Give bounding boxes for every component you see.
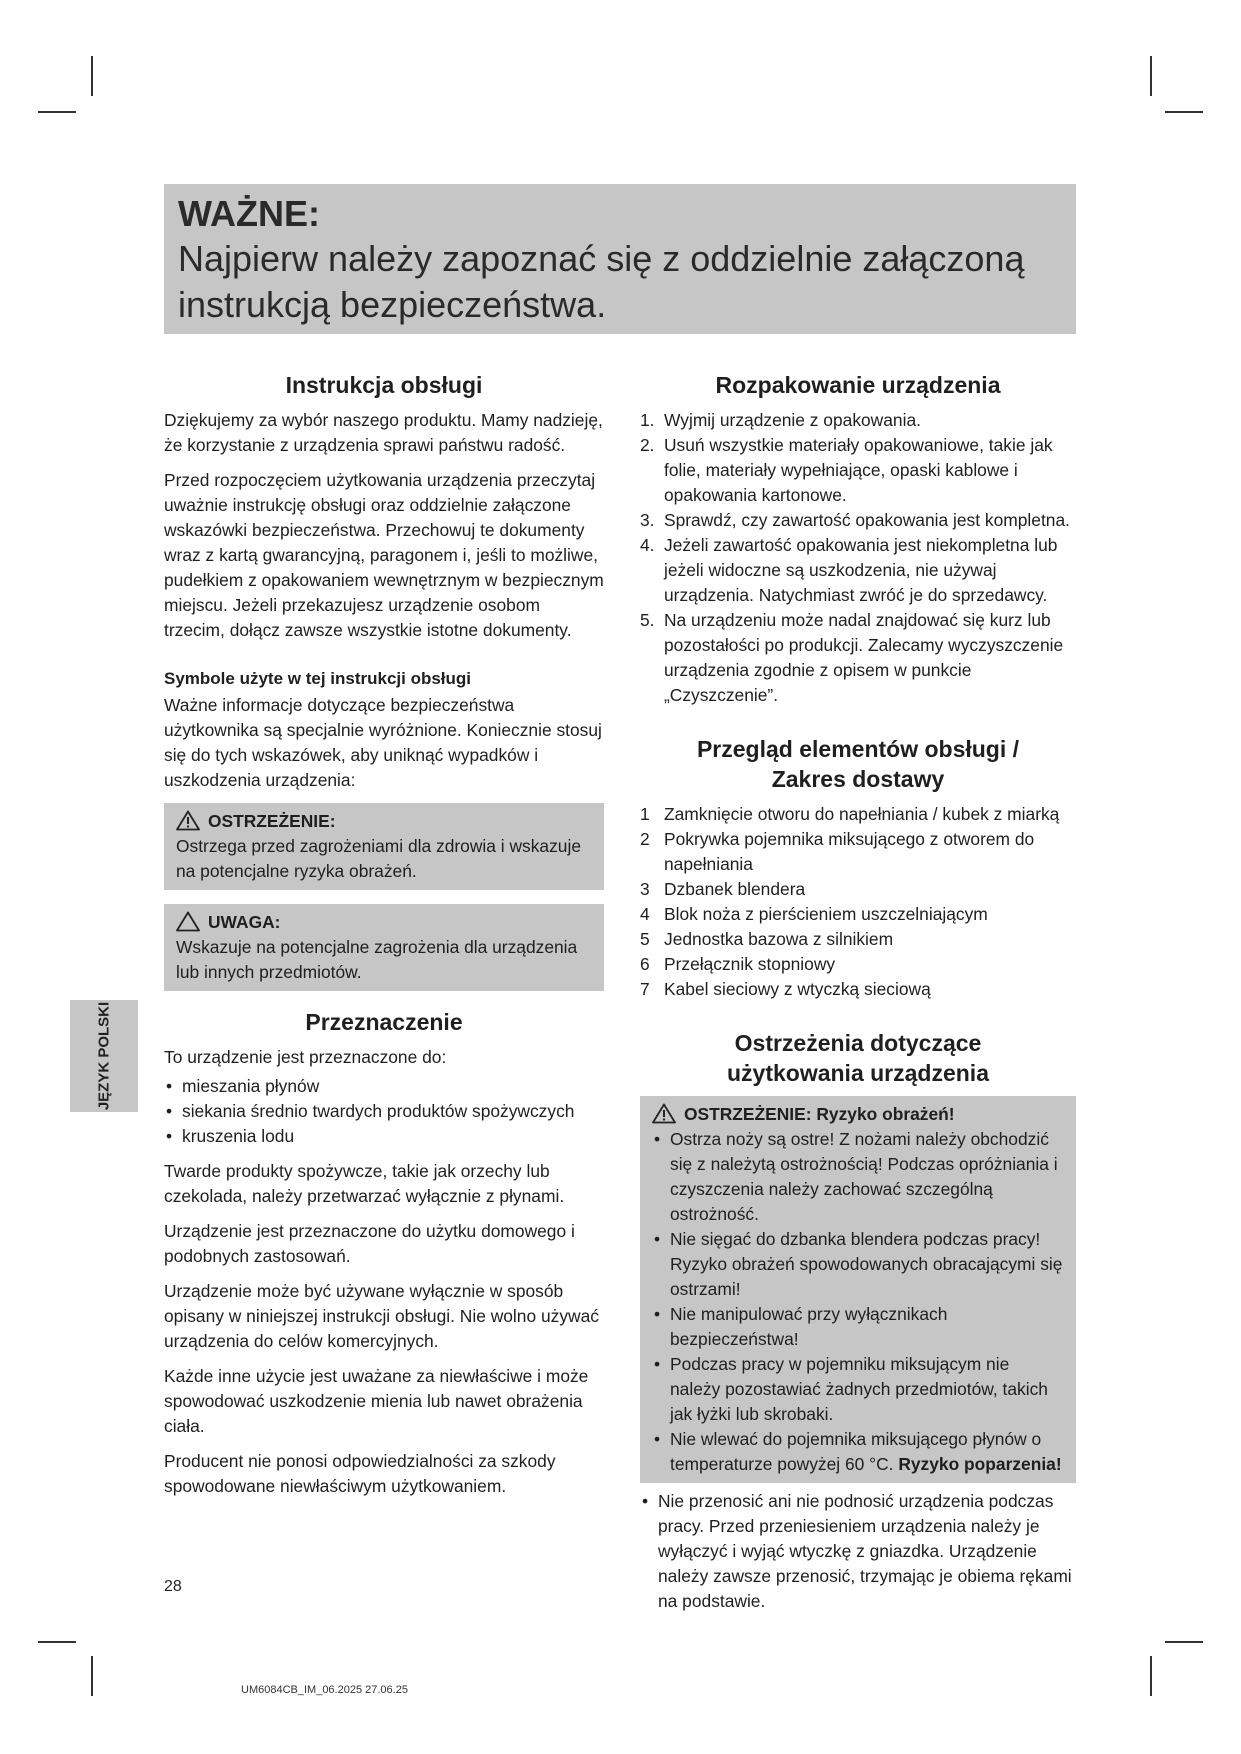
list-item: 1. Wyjmij urządzenie z opakowania. [640,410,921,430]
purpose-intro: To urządzenie jest przeznaczone do: [164,1047,447,1067]
list-item: 3 Dzbanek blendera [640,879,806,899]
symbols-text: Ważne informacje dotyczące bezpieczeństwa użytkownika są specjalnie wyróżnione. Koniecznie stosuj się do tych wskazówek, aby uniknąć wypadków i uszkodzenia urządzenia: [164,695,602,790]
unpacking-steps [640,408,1076,708]
list-item: • Nie przenosić ani nie podnosić urządzenia podczas pracy. Przed przeniesieniem urządzenia należy je wyłączyć i wyjąć wtyczkę z gniazdka. Urządzenie należy zawsze przenosić, trzymając je obiema rękami na podstawie. [642,1491,1072,1611]
crop-mark [91,1656,93,1696]
purpose-paragraph: Twarde produkty spożywcze, takie jak orzechy lub czekolada, należy przetwarzać wyłącznie z płynami. [164,1161,565,1206]
right-column [640,370,1076,1624]
banner-title: WAŻNE: [178,193,320,234]
caution-title: UWAGA: [208,912,281,932]
list-item: 7 Kabel sieciowy z wtyczką sieciową [640,979,931,999]
list-item: • Nie sięgać do dzbanka blendera podczas pracy! Ryzyko obrażeń spowodowanych obracającymi się ostrzami! [654,1229,1063,1299]
crop-mark [1165,1641,1203,1643]
crop-mark [1150,56,1152,96]
banner-text: Najpierw należy zapoznać się z oddzielnie załączoną instrukcją bezpieczeństwa. [178,238,1025,325]
symbols-heading: Symbole użyte w tej instrukcji obsługi [164,669,472,688]
manual-paragraph: Przed rozpoczęciem użytkowania urządzenia przeczytaj uważnie instrukcję obsługi oraz oddzielnie załączone wskazówki bezpieczeństwa. Przechowuj te dokumenty wraz z kartą gwarancyjną, paragonem i, jeśli to możliwe, pudełkiem z opakowaniem wewnętrznym w bezpiecznym miejscu. Jeżeli przekazujesz urządzenie osobom trzecim, dołącz zawsze wszystkie istotne dokumenty. [164,470,604,640]
language-tab [70,1000,138,1112]
caution-box [164,904,604,991]
list-item: 5 Jednostka bazowa z silnikiem [640,929,894,949]
injury-warning-title: OSTRZEŻENIE: Ryzyko obrażeń! [684,1104,955,1124]
warning-triangle-icon [652,1103,676,1124]
caution-triangle-icon [176,911,200,932]
manual-heading: Instrukcja obsługi [285,372,483,398]
list-item: 1 Zamknięcie otworu do napełniania / kubek z miarką [640,804,1060,824]
list-item: 2 Pokrywka pojemnika miksującego z otworem do napełniania [640,829,1035,874]
purpose-heading: Przeznaczenie [305,1009,463,1035]
burn-risk-label: Ryzyko poparzenia! [898,1454,1062,1474]
crop-mark [38,111,76,113]
list-item: 4. Jeżeli zawartość opakowania jest niekompletna lub jeżeli widoczne są uszkodzenia, nie używaj urządzenia. Natychmiast zwróć je do sprzedawcy. [640,535,1058,605]
purpose-list [164,1074,604,1149]
language-tab-label: JĘZYK POLSKI [95,1001,113,1111]
warning-text: Ostrzega przed zagrożeniami dla zdrowia i wskazuje na potencjalne ryzyka obrażeń. [176,836,581,881]
list-item: 5. Na urządzeniu może nadal znajdować się kurz lub pozostałości po produkcji. Zalecamy wyczyszczenie urządzenia zgodnie z opisem w punkcie „Czyszczenie”. [640,610,1064,705]
important-banner [164,184,1076,334]
overview-list [640,802,1076,1002]
left-column-bottom [164,1007,604,1509]
list-item: • siekania średnio twardych produktów spożywczych [166,1101,575,1121]
purpose-paragraph: Producent nie ponosi odpowiedzialności za szkody spowodowane niewłaściwym użytkowaniem. [164,1451,556,1496]
warning-box [164,803,604,890]
warnings-heading: Ostrzeżenia dotyczące użytkowania urządzenia [726,1030,989,1086]
list-item: 6 Przełącznik stopniowy [640,954,836,974]
crop-mark [1165,111,1203,113]
list-item: • Nie manipulować przy wyłącznikach bezpieczeństwa! [654,1304,948,1349]
footer-code: UM6084CB_IM_06.2025 27.06.25 [241,1684,408,1696]
warning-title: OSTRZEŻENIE: [208,811,336,831]
crop-mark [1150,1656,1152,1696]
list-item: • Nie wlewać do pojemnika miksującego płynów o temperaturze powyżej 60 °C. Ryzyko poparzenia! [654,1429,1062,1474]
warnings-list [640,1489,1076,1614]
left-column-top [164,370,604,1005]
injury-warning-box [640,1096,1076,1483]
unpacking-heading: Rozpakowanie urządzenia [715,372,1001,398]
list-item: 3. Sprawdź, czy zawartość opakowania jest kompletna. [640,510,1070,530]
page-number: 28 [164,1578,182,1595]
list-item: • Ostrza noży są ostre! Z nożami należy obchodzić się z należytą ostrożnością! Podczas opróżniania i czyszczenia należy zachować szczególną ostrożność. [654,1129,1058,1224]
manual-paragraph: Dziękujemy za wybór naszego produktu. Mamy nadzieję, że korzystanie z urządzenia sprawi państwu radość. [164,410,603,455]
purpose-paragraph: Urządzenie może być używane wyłącznie w sposób opisany w niniejszej instrukcji obsługi. Nie wolno używać urządzenia do celów komercyjnych. [164,1281,599,1351]
caution-text: Wskazuje na potencjalne zagrożenia dla urządzenia lub innych przedmiotów. [176,937,578,982]
crop-mark [38,1641,76,1643]
overview-heading: Przegląd elementów obsługi / Zakres dostawy [696,736,1020,792]
list-item: • kruszenia lodu [166,1126,295,1146]
list-item: 4 Blok noża z pierścieniem uszczelniającym [640,904,988,924]
warning-triangle-icon [176,810,200,831]
list-item: • Podczas pracy w pojemniku miksującym nie należy pozostawiać żadnych przedmiotów, takich jak łyżki lub skrobaki. [654,1354,1048,1424]
purpose-paragraph: Urządzenie jest przeznaczone do użytku domowego i podobnych zastosowań. [164,1221,575,1266]
list-item: • mieszania płynów [166,1076,320,1096]
crop-mark [91,56,93,96]
purpose-paragraph: Każde inne użycie jest uważane za niewłaściwe i może spowodować uszkodzenie mienia lub nawet obrażenia ciała. [164,1366,589,1436]
injury-warning-list [652,1127,1064,1477]
list-item: 2. Usuń wszystkie materiały opakowaniowe, takie jak folie, materiały wypełniające, opaski kablowe i opakowania kartonowe. [640,435,1053,505]
